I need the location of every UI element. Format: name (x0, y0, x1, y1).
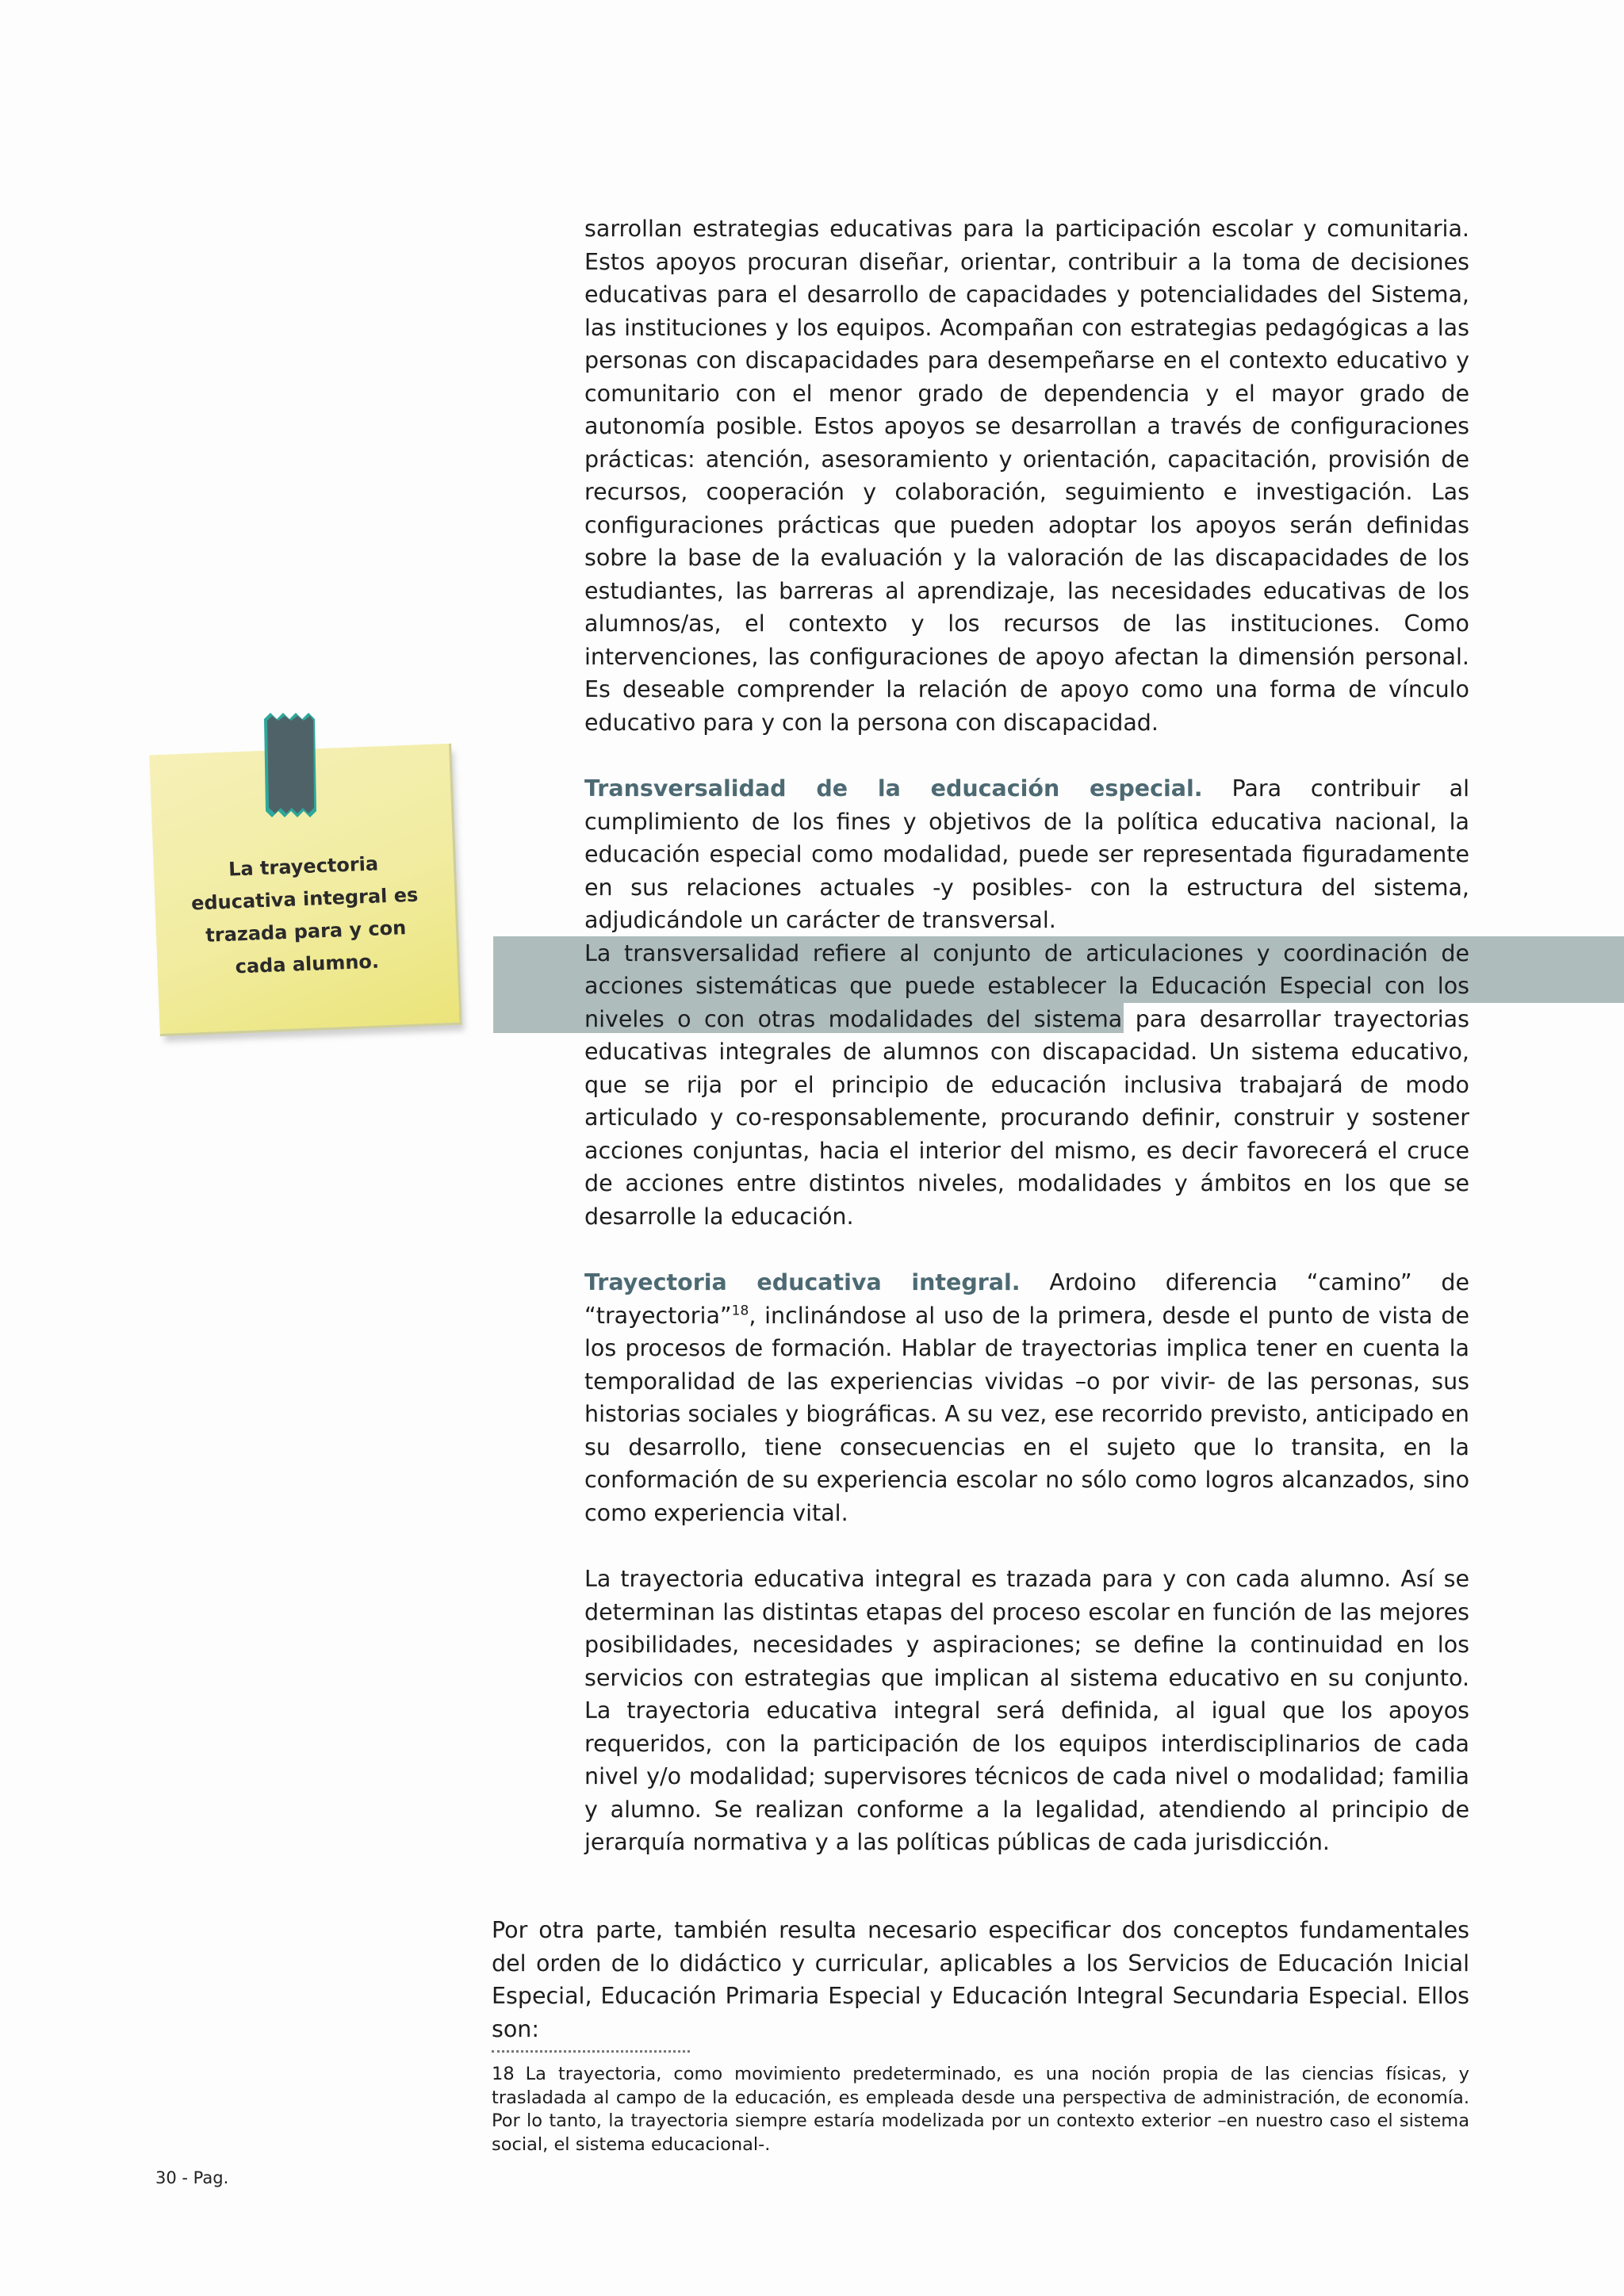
subheading-transversalidad: Transversalidad de la educación especial. (584, 775, 1203, 802)
footnote-number: 18 (492, 2064, 515, 2084)
footnote-divider (492, 2050, 690, 2053)
main-text-column (584, 212, 1469, 1859)
tape-icon (258, 710, 321, 821)
trayectoria-body-a: Ardoino diferencia “camino” de “trayectoria” (584, 1269, 1469, 1329)
footnote-text: La trayectoria, como movimiento predeterminado, es una noción propia de las ciencias físicas, y trasladada al campo de la educación, es empleada desde una perspectiva de administración, de economía. Por lo tanto, la trayectoria siempre estaría modelizada por un contexto exterior –en nuestro caso el sistema social, el sistema educacional-. (492, 2064, 1469, 2155)
paragraph-trayectoria-integral: La trayectoria educativa integral es trazada para y con cada alumno. Así se determinan las distintas etapas del proceso escolar en función de las mejores posibilidades, necesidades y aspiraciones; se define la continuidad en los servicios con estrategias que implican al sistema educativo en su conjunto. La trayectoria educativa integral será definida, al igual que los apoyos requeridos, con la participación de los equipos interdisciplinarios de cada nivel y/o modalidad; supervisores técnicos de cada nivel o modalidad; familia y alumno. Se realizan conforme a la legalidad, atendiendo al principio de jerarquía normativa y a las políticas públicas de cada jurisdicción. (584, 1566, 1469, 1855)
footnote-ref[interactable]: 18 (731, 1303, 749, 1318)
paragraph-conceptos: Por otra parte, también resulta necesario especificar dos conceptos fundamentales del orden de lo didáctico y curricular, aplicables a los Servicios de Educación Inicial Especial, Educación Primaria Especial y Educación Integral Secundaria Especial. Ellos son: (492, 1917, 1469, 2042)
trayectoria-body-b: , inclinándose al uso de la primera, desde el punto de vista de los procesos de formación. Hablar de trayectorias implica tener en cuenta la temporalidad de las experiencias vividas –o por vivir- de las personas, sus historias sociales y biográficas. A su vez, ese recorrido previsto, anticipado en su desarrollo, tiene consecuencias en el sujeto que lo transita, en la conformación de su experiencia escolar no sólo como logros alcanzados, sino como experiencia vital. (584, 1302, 1469, 1526)
footnote (492, 2063, 1469, 2156)
page-number: 30 - Pag. (155, 2168, 229, 2187)
wide-text-column (492, 1914, 1469, 2045)
transversalidad-body: Para contribuir al cumplimiento de los fines y objetivos de la política educativa nacional, la educación especial como modalidad, puede ser representada figuradamente en sus relaciones actuales -y posibles- con la estructura del sistema, adjudicándole un carácter de transversal. (584, 775, 1469, 933)
paragraph-transversalidad (584, 772, 1469, 937)
sticky-note (155, 749, 472, 1050)
sticky-note-text: La trayectoria educativa integral es trazada para y con cada alumno. (190, 852, 419, 978)
paragraph-transversalidad-2: La transversalidad refiere al conjunto de articulaciones y coordinación de acciones sistemáticas que puede establecer la Educación Especial con los niveles o con otras modalidades del sistema para desarrollar trayectorias educativas integrales de alumnos con discapacidad. Un sistema educativo, que se rija por el principio de educación inclusiva trabajará de modo articulado y co-responsablemente, procurando definir, construir y sostener acciones conjuntas, hacia el interior del mismo, es decir favorecerá el cruce de acciones entre distintos niveles, modalidades y ámbitos en los que se desarrolle la educación. (584, 939, 1469, 1230)
paragraph-trayectoria (584, 1266, 1469, 1529)
paragraph-apoyos: sarrollan estrategias educativas para la participación escolar y comunitaria. Estos apoyos procuran diseñar, orientar, contribuir a la toma de decisiones educativas para el desarrollo de capacidades y potencialidades del Sistema, las instituciones y los equipos. Acompañan con estrategias pedagógicas a las personas con discapacidades para desempeñarse en el contexto educativo y comunitario con el menor grado de dependencia y el mayor grado de autonomía posible. Estos apoyos se desarrollan a través de configuraciones prácticas: atención, asesoramiento y orientación, capacitación, provisión de recursos, cooperación y colaboración, seguimiento e investigación. Las configuraciones prácticas que pueden adoptar los apoyos serán definidas sobre la base de la evaluación y la valoración de las discapacidades de los estudiantes, las barreras al aprendizaje, las necesidades educativas de los alumnos/as, el contexto y los recursos de las instituciones. Como intervenciones, las configuraciones de apoyo afectan la dimensión personal. Es deseable comprender la relación de apoyo como una forma de vínculo educativo para y con la persona con discapacidad. (584, 216, 1469, 736)
subheading-trayectoria: Trayectoria educativa integral. (584, 1269, 1021, 1295)
